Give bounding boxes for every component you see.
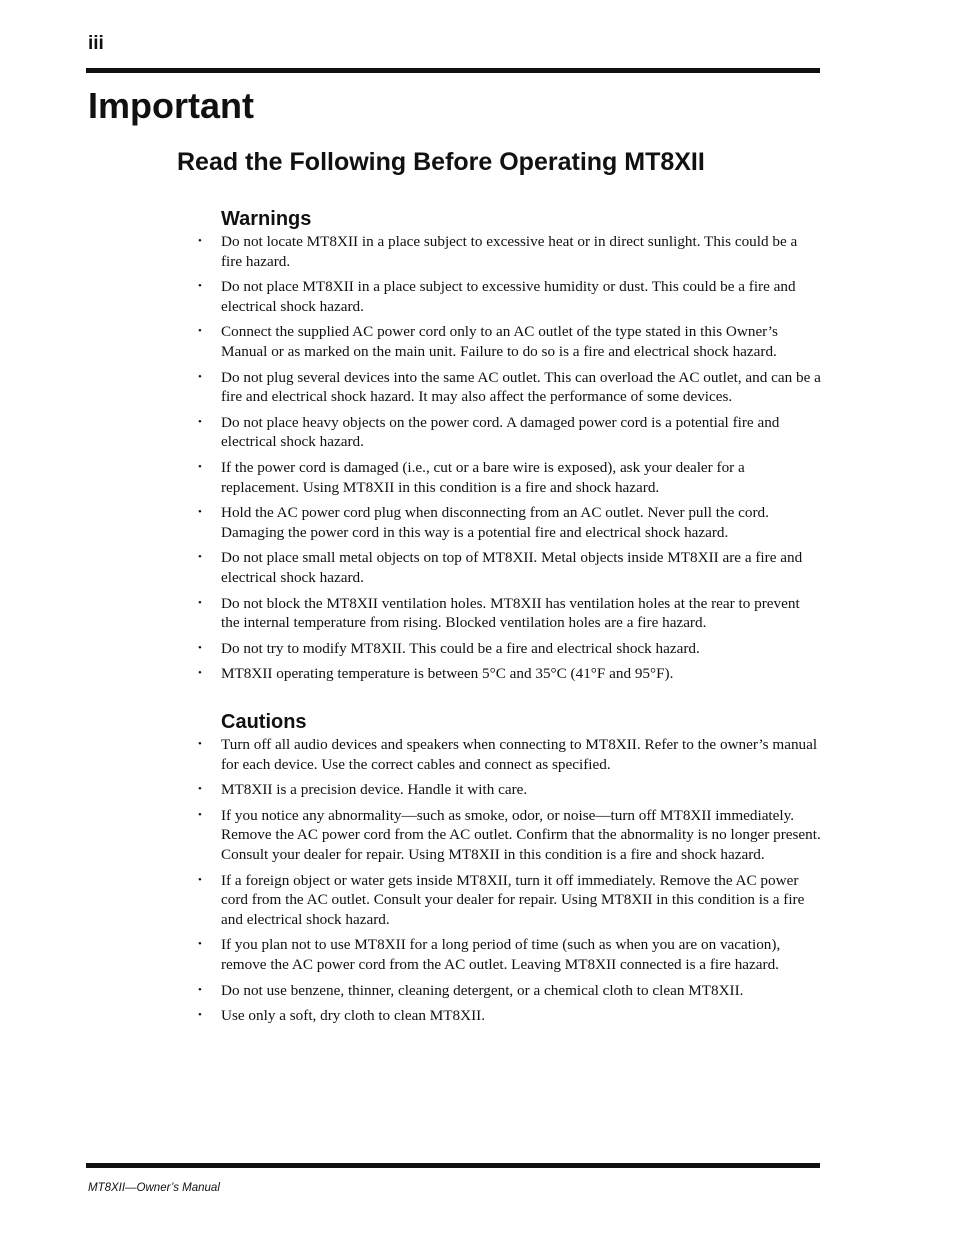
- list-item-text: If you notice any abnormality—such as smoke, odor, or noise—turn off MT8XII immediately. Remove the AC power cord from the AC outlet. Confirm that the abnormality is no longer present. Consult your dealer for repair. Using MT8XII in this condition is a fire and shock hazard.: [221, 806, 821, 863]
- bullet-icon: •: [198, 596, 202, 609]
- bullet-icon: •: [198, 280, 202, 293]
- footer-text: MT8XII—Owner’s Manual: [88, 1182, 220, 1194]
- page-number: iii: [88, 33, 104, 54]
- bullet-icon: •: [198, 506, 202, 519]
- list-item: [196, 277, 822, 316]
- list-item-text: Do not place small metal objects on top of MT8XII. Metal objects inside MT8XII are a fire and electrical shock hazard.: [221, 549, 803, 586]
- bullet-icon: •: [198, 325, 202, 338]
- bullet-icon: •: [198, 1009, 202, 1022]
- cautions-section: [196, 709, 822, 1026]
- list-item: [196, 1006, 822, 1026]
- list-item: [196, 780, 822, 800]
- list-item: [196, 981, 822, 1001]
- list-item: [196, 639, 822, 659]
- bullet-icon: •: [198, 983, 202, 996]
- list-item: [196, 232, 822, 271]
- cautions-heading: Cautions: [221, 711, 307, 733]
- list-item-text: MT8XII is a precision device. Handle it with care.: [221, 781, 528, 799]
- bullet-icon: •: [198, 808, 202, 821]
- page-title: Important: [88, 85, 254, 126]
- list-item: [196, 735, 822, 774]
- list-item: [196, 413, 822, 452]
- list-item-text: Do not use benzene, thinner, cleaning detergent, or a chemical cloth to clean MT8XII.: [221, 981, 744, 999]
- list-item-text: Use only a soft, dry cloth to clean MT8XII.: [221, 1007, 486, 1025]
- list-item: [196, 548, 822, 587]
- list-item-text: Do not place MT8XII in a place subject to excessive humidity or dust. This could be a fire and electrical shock hazard.: [221, 278, 796, 315]
- list-item-text: Connect the supplied AC power cord only to an AC outlet of the type stated in this Owner’s Manual or as marked on the main unit. Failure to do so is a fire and electrical shock hazard.: [221, 323, 778, 360]
- list-item: [196, 322, 822, 361]
- list-item-text: Do not locate MT8XII in a place subject to excessive heat or in direct sunlight. This could be a fire hazard.: [221, 233, 798, 270]
- list-item-text: Turn off all audio devices and speakers when connecting to MT8XII. Refer to the owner’s manual for each device. Use the correct cables and connect as specified.: [221, 736, 818, 773]
- list-item-text: If a foreign object or water gets inside MT8XII, turn it off immediately. Remove the AC power cord from the AC outlet. Consult your dealer for repair. Using MT8XII in this condition is a fire and electrical shock hazard.: [221, 871, 805, 928]
- bullet-icon: •: [198, 641, 202, 654]
- list-item: [196, 594, 822, 633]
- list-item: [196, 458, 822, 497]
- list-item: [196, 368, 822, 407]
- list-item-text: Hold the AC power cord plug when disconnecting from an AC outlet. Never pull the cord. Damaging the power cord in this way is a potential fire and electrical shock hazard.: [221, 504, 769, 541]
- list-item: [196, 935, 822, 974]
- list-item-text: If the power cord is damaged (i.e., cut or a bare wire is exposed), ask your dealer for a replacement. Using MT8XII in this condition is a fire and shock hazard.: [221, 458, 745, 496]
- bullet-icon: •: [198, 738, 202, 750]
- list-item: [196, 664, 822, 684]
- list-item: [196, 503, 822, 542]
- list-item: [196, 806, 822, 865]
- list-item-text: Do not block the MT8XII ventilation holes. MT8XII has ventilation holes at the rear to prevent the internal temperature from rising. Blocked ventilation holes are a fire hazard.: [221, 594, 800, 632]
- bullet-icon: •: [198, 667, 202, 680]
- bullet-icon: •: [198, 370, 202, 383]
- bullet-icon: •: [198, 551, 202, 564]
- bullet-icon: •: [198, 235, 202, 247]
- warnings-heading: Warnings: [221, 208, 312, 230]
- bullet-icon: •: [198, 460, 202, 473]
- bullet-icon: •: [198, 938, 202, 951]
- section-title: Read the Following Before Operating MT8XII: [177, 148, 705, 176]
- list-item-text: Do not place heavy objects on the power cord. A damaged power cord is a potential fire and electrical shock hazard.: [221, 413, 780, 451]
- list-item-text: Do not try to modify MT8XII. This could be a fire and electrical shock hazard.: [221, 639, 700, 657]
- warnings-section: [196, 206, 822, 684]
- cautions-list: [196, 735, 822, 1026]
- list-item-text: If you plan not to use MT8XII for a long period of time (such as when you are on vacation), remove the AC power cord from the AC outlet. Leaving MT8XII connected is a fire hazard.: [221, 936, 781, 973]
- list-item-text: MT8XII operating temperature is between 5°C and 35°C (41°F and 95°F).: [221, 665, 674, 683]
- list-item: [196, 871, 822, 930]
- bullet-icon: •: [198, 873, 202, 886]
- bullet-icon: •: [198, 783, 202, 796]
- footer-rule: [86, 1163, 820, 1168]
- list-item-text: Do not plug several devices into the same AC outlet. This can overload the AC outlet, and can be a fire and electrical shock hazard. It may also affect the performance of some devices.: [221, 368, 821, 406]
- bullet-icon: •: [198, 415, 202, 428]
- warnings-list: [196, 232, 822, 684]
- header-rule: [86, 68, 820, 73]
